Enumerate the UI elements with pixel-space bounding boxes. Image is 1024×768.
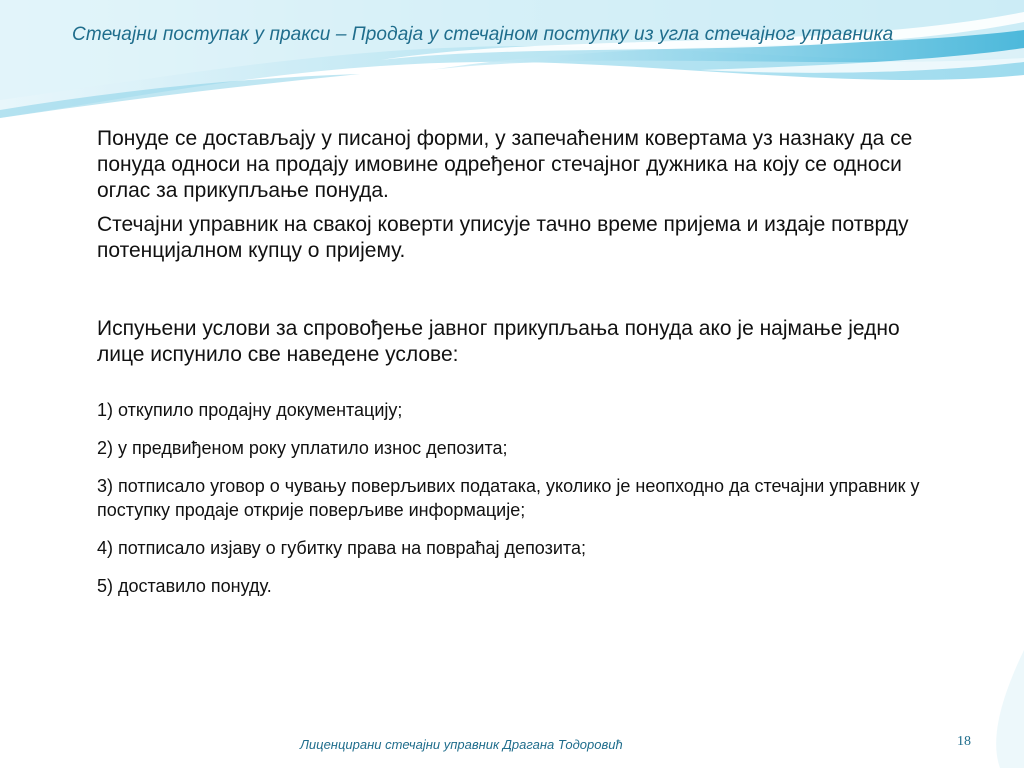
list-item: 3) потписало уговор о чувању поверљивих података, уколико је неопходно да стечајни управник у поступку продаје открије поверљиве информације; (97, 476, 920, 520)
paragraph-conditions-intro: Испуњени услови за спровођење јавног прикупљања понуда ако је најмање једно лице испунило све наведене услове: (97, 317, 900, 366)
list-item: 2) у предвиђеном року уплатило износ депозита; (97, 438, 508, 458)
slide-title: Стечајни поступак у пракси – Продаја у стечајном поступку из угла стечајног управника (72, 24, 894, 45)
list-item: 1) откупило продајну документацију; (97, 400, 403, 420)
list-item: 4) потписало изјаву о губитку права на повраћај депозита; (97, 538, 586, 558)
paragraph-offers-submission: Понуде се достављају у писаној форми, у запечаћеним ковертама уз назнаку да се понуда односи на продају имовине одређеног стечајног дужника на коју се односи оглас за прикупљање понуда. (97, 127, 913, 202)
footer-author: Лиценцирани стечајни управник Драгана Тодоровић (300, 737, 623, 752)
slide-body (97, 126, 937, 612)
header-wave-decoration (0, 0, 1024, 120)
conditions-list (97, 398, 937, 598)
page-number: 18 (957, 734, 971, 749)
paragraph-receipt-time: Стечајни управник на свакој коверти уписује тачно време пријема и издаје потврду потенцијалном купцу о пријему. (97, 213, 909, 262)
list-item: 5) доставило понуду. (97, 576, 272, 596)
